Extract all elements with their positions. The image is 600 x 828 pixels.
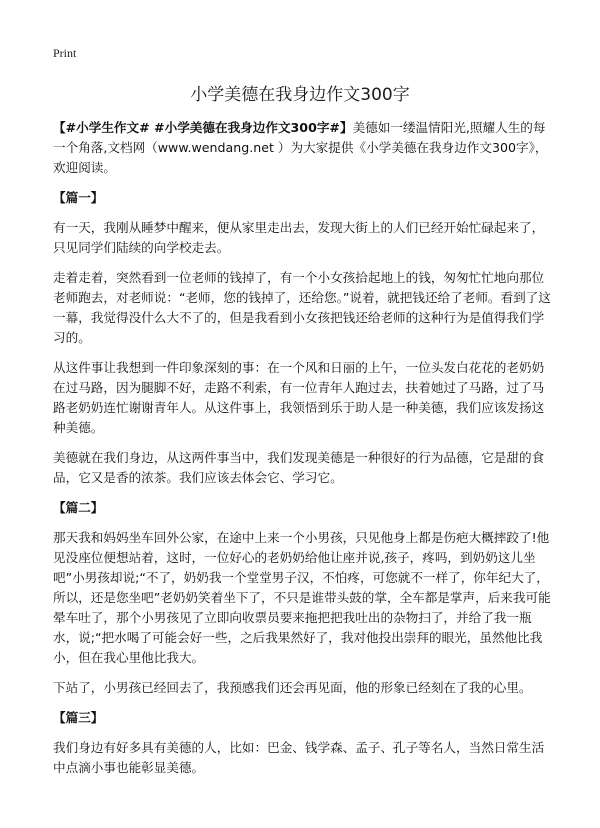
section-heading-2: 【篇二】 <box>53 500 104 515</box>
intro-text: 美德如一缕温情阳光,照耀人生的每一个角落,文档网（www.wendang.net ）为大家提供《小学美德在我身边作文300字》，欢迎阅读。 <box>53 120 548 175</box>
paragraph: 下站了，小男孩已经回去了，我预感我们还会再见面，他的形象已经刻在了我的心里。 <box>53 680 532 695</box>
paragraph: 美德就在我们身边，从这两件事当中，我们发现美德是一种很好的行为品德，它是甜的食品，它又是香的浓茶。我们应该去体会它、学习它。 <box>53 450 545 485</box>
paragraph: 那天我和妈妈坐车回外公家，在途中上来一个小男孩，只见他身上都是伤疤大概摔跤了!他见没座位便想站着，这时，一位好心的老奶奶给他让座并说,孩子，疼吗，到奶奶这儿坐吧”小男孩却说;“不了，奶奶我一个堂堂男子汉，不怕疼，可您就不一样了，你年纪大了，所以，还是您坐吧”老奶奶笑着坐下了，不只是谁带头鼓的掌，全车都是掌声，后来我可能晕车吐了，那个小男孩见了立即向收票员要来拖把把我吐出的杂物扫了，并给了我一瓶水，说;“把水喝了可能会好一些，之后我果然好了，我对他投出崇拜的眼光，虽然他比我小，但在我心里他比我大。 <box>53 530 551 665</box>
paragraph: 走着走着，突然看到一位老师的钱掉了，有一个小女孩拾起地上的钱，匆匆忙忙地向那位老师跑去，对老师说：“老师，您的钱掉了，还给您。”说着，就把钱还给了老师。看到了这一幕，我觉得没什么大不了的，但是我看到小女孩把钱还给老师的这种行为是值得我们学习的。 <box>53 270 551 345</box>
print-link[interactable]: Print <box>53 46 77 60</box>
intro-paragraph <box>53 118 552 178</box>
section-heading-3: 【篇三】 <box>53 710 104 725</box>
section-heading-1: 【篇一】 <box>53 190 104 205</box>
intro-tags: 【#小学生作文# #小学美德在我身边作文300字#】 <box>53 120 353 135</box>
paragraph: 我们身边有好多具有美德的人，比如：巴金、钱学森、孟子、孔子等名人，当然日常生活中点滴小事也能彰显美德。 <box>53 740 545 775</box>
article-body <box>53 118 552 778</box>
paragraph: 有一天，我刚从睡梦中醒来，便从家里走出去，发现大街上的人们已经开始忙碌起来了，只见同学们陆续的向学校走去。 <box>53 220 545 255</box>
page-title: 小学美德在我身边作文300字 <box>190 85 410 105</box>
paragraph: 从这件事让我想到一件印象深刻的事：在一个风和日丽的上午，一位头发白花花的老奶奶在过马路，因为腿脚不好，走路不利索，有一位青年人跑过去，扶着她过了马路，过了马路老奶奶连忙谢谢青年人。从这件事上，我领悟到乐于助人是一种美德，我们应该发扬这种美德。 <box>53 360 545 435</box>
